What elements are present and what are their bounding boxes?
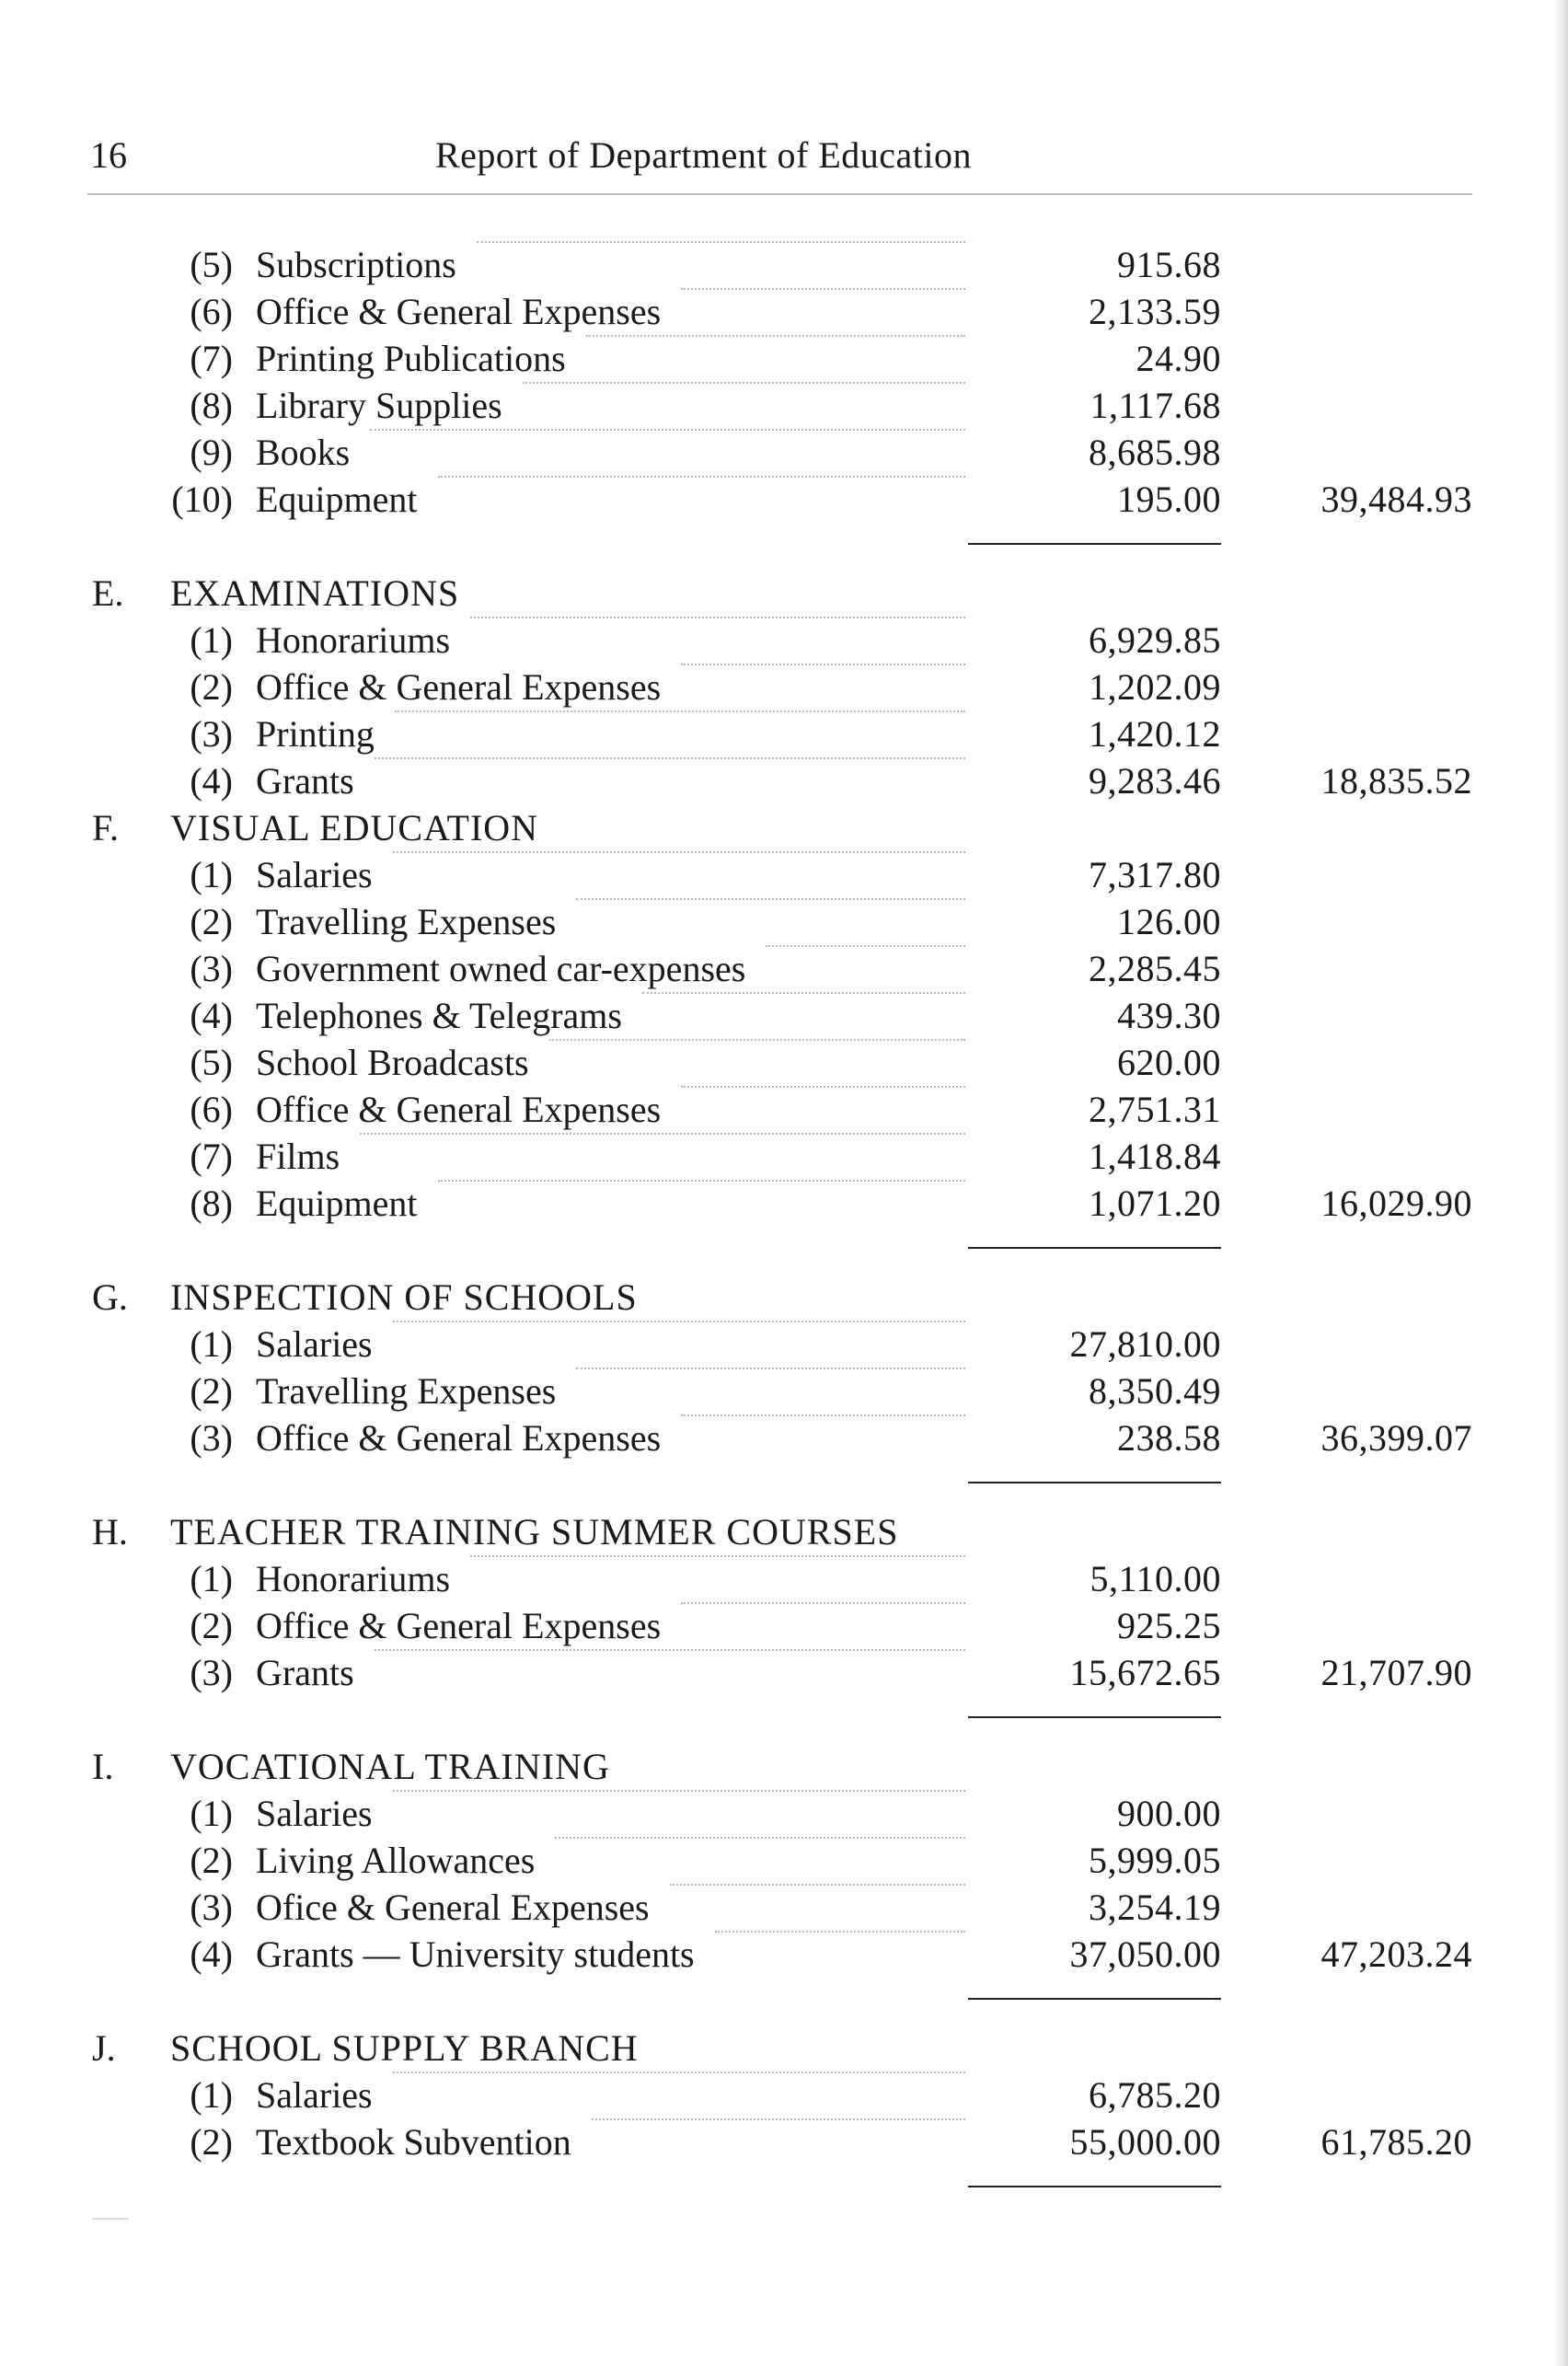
item-label: Telephones & Telegrams [256,995,622,1036]
item-label: Office & General Expenses [256,1605,662,1646]
line-item [0,992,1568,1039]
section-letter: H. [92,1511,128,1552]
line-item [0,288,1568,335]
subtotal-rule [0,1227,1568,1274]
item-label: Salaries [256,1323,373,1365]
section-title: VOCATIONAL TRAINING [170,1746,610,1787]
section-heading [0,804,1568,851]
section-letter: I. [92,1746,114,1787]
item-number: (7) [190,1136,233,1177]
line-item [0,1649,1568,1696]
item-label: Honorariums [256,1558,451,1599]
page-edge-shadow [1555,0,1568,2366]
item-label: Office & General Expenses [256,291,662,332]
dot-leader [375,757,965,759]
dot-leader [592,2118,965,2120]
item-amount: 27,810.00 [1069,1323,1221,1365]
item-amount: 1,117.68 [1090,385,1221,426]
item-label: Office & General Expenses [256,1089,662,1130]
dot-leader [586,335,965,337]
dot-leader [715,1931,965,1933]
line-item [0,1790,1568,1837]
dot-leader [681,1602,965,1604]
item-number: (3) [190,1887,233,1928]
item-amount: 1,418.84 [1089,1136,1221,1177]
line-item [0,1414,1568,1461]
item-number: (8) [190,385,233,426]
item-label: Grants — University students [256,1933,695,1975]
section-heading [0,2025,1568,2072]
item-label: Grants [256,1652,354,1693]
item-number: (2) [190,2121,233,2163]
dot-leader [576,1368,965,1369]
dot-leader [576,898,965,900]
item-label: Equipment [256,1183,418,1224]
item-label: Films [256,1136,340,1177]
section-title: INSPECTION OF SCHOOLS [170,1276,638,1318]
section-letter: J. [92,2027,116,2069]
item-amount: 925.25 [1117,1605,1221,1646]
line-item [0,476,1568,523]
section-title: EXAMINATIONS [170,572,460,614]
line-item [0,664,1568,710]
item-amount: 7,317.80 [1089,854,1221,895]
item-label: Grants [256,760,354,802]
dot-leader [523,382,965,384]
section-letter: F. [92,807,120,848]
item-amount: 15,672.65 [1069,1652,1221,1693]
item-number: (1) [190,854,233,895]
dot-leader [681,288,965,290]
item-number: (5) [190,1042,233,1083]
line-item [0,429,1568,476]
item-number: (7) [190,338,233,379]
section-heading [0,1274,1568,1321]
line-item [0,1086,1568,1133]
subtotal-rule [0,1978,1568,2025]
item-number: (2) [190,1370,233,1412]
line-item [0,1039,1568,1086]
section-total: 47,203.24 [1320,1933,1472,1975]
item-label: Government owned car-expenses [256,948,746,989]
line-item [0,757,1568,804]
item-amount: 1,420.12 [1089,713,1221,755]
item-amount: 1,202.09 [1089,666,1221,708]
section-title: SCHOOL SUPPLY BRANCH [170,2027,639,2069]
running-title: Report of Department of Education [435,134,972,176]
line-item [0,898,1568,945]
item-number: (1) [190,2074,233,2116]
item-amount: 2,285.45 [1089,948,1221,989]
item-amount: 55,000.00 [1069,2121,1221,2163]
dot-leader [642,992,965,994]
item-amount: 620.00 [1117,1042,1221,1083]
dot-leader [393,2072,965,2073]
dot-leader [670,1884,965,1886]
item-number: (1) [190,1558,233,1599]
line-item [0,617,1568,664]
line-item [0,2072,1568,2118]
item-number: (2) [190,666,233,708]
item-label: Office & General Expenses [256,1417,662,1459]
dot-leader [549,1039,965,1041]
line-item [0,241,1568,288]
item-label: Textbook Subvention [256,2121,571,2163]
section-heading [0,1743,1568,1790]
dot-leader [477,241,965,243]
item-amount: 238.58 [1117,1417,1221,1459]
item-label: Equipment [256,479,418,520]
line-item [0,335,1568,382]
dot-leader [395,710,965,712]
item-number: (2) [190,901,233,942]
line-item [0,1931,1568,1978]
section-total: 61,785.20 [1320,2121,1472,2163]
item-amount: 24.90 [1136,338,1221,379]
section-total: 21,707.90 [1320,1652,1472,1693]
item-amount: 195.00 [1117,479,1221,520]
item-number: (4) [190,760,233,802]
item-label: Salaries [256,2074,373,2116]
dot-leader [393,851,965,853]
item-number: (6) [190,1089,233,1130]
item-label: Salaries [256,854,373,895]
dot-leader [370,429,965,431]
section-heading [0,570,1568,617]
item-amount: 1,071.20 [1089,1183,1221,1224]
dot-leader [766,945,965,947]
item-amount: 915.68 [1117,244,1221,285]
dot-leader [681,1414,965,1416]
item-number: (8) [190,1183,233,1224]
item-number: (1) [190,1793,233,1834]
dot-leader [555,1837,965,1839]
item-amount: 5,999.05 [1089,1840,1221,1881]
line-item [0,851,1568,898]
dot-leader [393,1321,965,1322]
item-amount: 3,254.19 [1089,1887,1221,1928]
item-amount: 439.30 [1117,995,1221,1036]
item-label: Ofice & General Expenses [256,1887,650,1928]
item-number: (2) [190,1605,233,1646]
item-number: (3) [190,713,233,755]
page-number: 16 [90,134,127,176]
expenditure-list [0,241,1568,2212]
section-total: 18,835.52 [1320,760,1472,802]
subtotal-rule [0,523,1568,570]
dot-leader [393,1790,965,1792]
header-divider [87,193,1472,195]
item-amount: 126.00 [1117,901,1221,942]
dot-leader [438,1180,965,1182]
page-header [90,133,1470,179]
line-item [0,1837,1568,1884]
item-amount: 6,929.85 [1089,619,1221,661]
item-number: (4) [190,995,233,1036]
page-mark [92,2218,129,2220]
item-number: (9) [190,432,233,473]
dot-leader [681,1086,965,1088]
line-item [0,945,1568,992]
line-item [0,382,1568,429]
item-number: (2) [190,1840,233,1881]
item-number: (1) [190,1323,233,1365]
item-amount: 900.00 [1117,1793,1221,1834]
item-number: (3) [190,1652,233,1693]
item-label: Honorariums [256,619,451,661]
subtotal-rule [0,1461,1568,1508]
item-label: Salaries [256,1793,373,1834]
line-item [0,1180,1568,1227]
section-title: TEACHER TRAINING SUMMER COURSES [170,1511,899,1552]
item-label: Library Supplies [256,385,502,426]
item-label: School Broadcasts [256,1042,529,1083]
line-item [0,710,1568,757]
item-amount: 8,350.49 [1089,1370,1221,1412]
item-number: (6) [190,291,233,332]
item-label: Subscriptions [256,244,456,285]
item-amount: 5,110.00 [1090,1558,1221,1599]
item-label: Printing [256,713,375,755]
item-label: Books [256,432,351,473]
item-amount: 2,133.59 [1089,291,1221,332]
item-label: Office & General Expenses [256,666,662,708]
section-total: 16,029.90 [1320,1183,1472,1224]
section-letter: G. [92,1276,128,1318]
section-total: 36,399.07 [1320,1417,1472,1459]
line-item [0,1133,1568,1180]
item-amount: 6,785.20 [1089,2074,1221,2116]
item-label: Travelling Expenses [256,901,557,942]
item-number: (1) [190,619,233,661]
line-item [0,1602,1568,1649]
subtotal-rule [0,2165,1568,2212]
item-label: Living Allowances [256,1840,536,1881]
line-item [0,1555,1568,1602]
item-number: (3) [190,948,233,989]
item-amount: 8,685.98 [1089,432,1221,473]
subtotal-rule [0,1696,1568,1743]
section-heading [0,1508,1568,1555]
item-label: Travelling Expenses [256,1370,557,1412]
section-title: VISUAL EDUCATION [170,807,539,848]
line-item [0,1884,1568,1931]
section-letter: E. [92,572,124,614]
dot-leader [681,664,965,665]
dot-leader [375,1649,965,1651]
line-item [0,1368,1568,1414]
dot-leader [470,1555,965,1557]
line-item [0,2118,1568,2165]
dot-leader [438,476,965,478]
section-total: 39,484.93 [1320,479,1472,520]
item-number: (10) [171,479,233,520]
line-item [0,1321,1568,1368]
item-amount: 37,050.00 [1069,1933,1221,1975]
item-number: (3) [190,1417,233,1459]
item-number: (5) [190,244,233,285]
dot-leader [470,617,965,618]
item-number: (4) [190,1933,233,1975]
item-label: Printing Publications [256,338,566,379]
dot-leader [360,1133,965,1135]
item-amount: 2,751.31 [1089,1089,1221,1130]
item-amount: 9,283.46 [1089,760,1221,802]
